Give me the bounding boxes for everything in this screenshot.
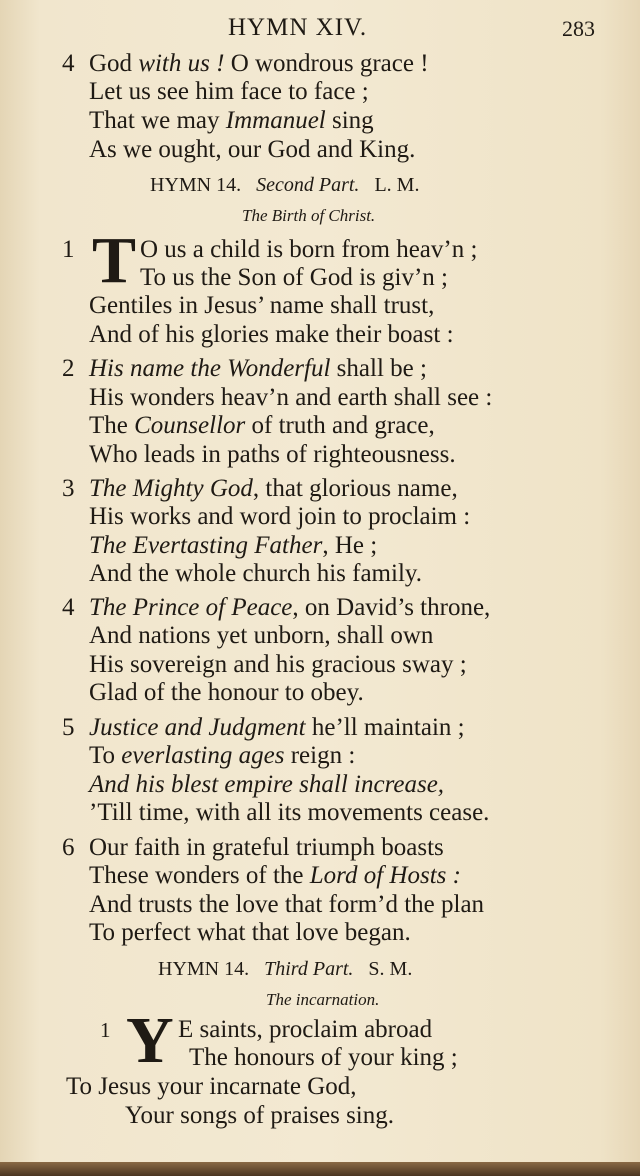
verse-line: And the whole church his family.	[89, 560, 423, 587]
verse-line: To us the Son of God is giv’n ;	[140, 264, 448, 291]
stanza-number: 4	[62, 50, 75, 77]
verse-line: His wonders heav’n and earth shall see :	[89, 384, 493, 411]
verse-line: To Jesus your incarnate God,	[66, 1073, 357, 1100]
verse-line: And nations yet unborn, shall own	[89, 622, 434, 649]
verse-line: ’Till time, with all its movements cease.	[89, 799, 490, 826]
verse-line: His sovereign and his gracious sway ;	[89, 651, 467, 678]
verse-line: E saints, proclaim abroad	[178, 1016, 433, 1043]
verse-line: The Counsellor of truth and grace,	[89, 412, 435, 439]
hymn-subtitle: The Birth of Christ.	[242, 206, 376, 225]
verse-line: The Mighty God, that glorious name,	[89, 475, 458, 502]
stanza-number: 5	[62, 714, 75, 741]
stanza-number: 3	[62, 475, 75, 502]
drop-cap: T	[92, 224, 137, 297]
verse-line: And of his glories make their boast :	[89, 321, 454, 348]
verse-line: His works and word join to proclaim :	[89, 503, 471, 530]
stanza-number: 2	[62, 355, 75, 382]
hymn-heading: HYMN 14. Second Part. L. M.	[150, 174, 420, 196]
verse-line: Our faith in grateful triumph boasts	[89, 834, 444, 861]
verse-line: His name the Wonderful shall be ;	[89, 355, 427, 382]
verse-line: That we may Immanuel sing	[89, 107, 374, 134]
drop-cap: Y	[126, 1004, 174, 1077]
verse-line: Who leads in paths of righteousness.	[89, 441, 456, 468]
verse-line: These wonders of the Lord of Hosts :	[89, 862, 461, 889]
verse-line: The honours of your king ;	[189, 1044, 458, 1071]
stanza-number: 1	[100, 1018, 111, 1042]
verse-line: Justice and Judgment he’ll maintain ;	[89, 714, 465, 741]
verse-line: Your songs of praises sing.	[125, 1102, 395, 1129]
verse-line: To everlasting ages reign :	[89, 742, 356, 769]
verse-line: God with us ! O wondrous grace !	[89, 50, 429, 77]
page-header	[0, 14, 640, 44]
verse-line: O us a child is born from heav’n ;	[140, 236, 478, 263]
running-title: HYMN XIV.	[228, 14, 368, 41]
verse-line: And trusts the love that form’d the plan	[89, 891, 485, 918]
page-number: 283	[562, 16, 595, 41]
verse-line: To perfect what that love began.	[89, 919, 411, 946]
verse-line: And his blest empire shall increase,	[89, 771, 445, 798]
stanza-number: 4	[62, 594, 75, 621]
verse-line: The Evertasting Father, He ;	[89, 532, 378, 559]
stanza-number: 1	[62, 236, 75, 263]
page-bottom-edge	[0, 1162, 640, 1176]
verse-line: Gentiles in Jesus’ name shall trust,	[89, 292, 435, 319]
verse-line: Let us see him face to face ;	[89, 78, 369, 105]
verse-line: As we ought, our God and King.	[89, 136, 416, 163]
hymn-subtitle: The incarnation.	[266, 990, 380, 1009]
verse-line: Glad of the honour to obey.	[89, 679, 364, 706]
stanza-number: 6	[62, 834, 75, 861]
hymn-heading: HYMN 14. Third Part. S. M.	[158, 958, 413, 980]
verse-line: The Prince of Peace, on David’s throne,	[89, 594, 491, 621]
